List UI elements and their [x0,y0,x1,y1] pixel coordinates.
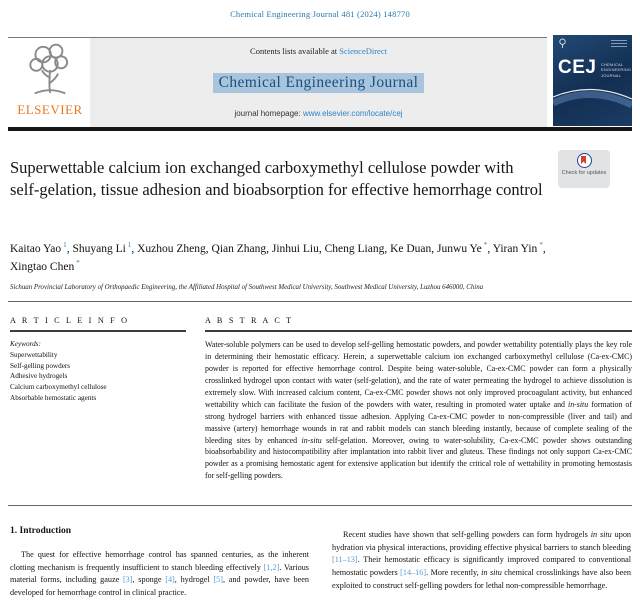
article-title: Superwettable calcium ion exchanged carboxymethyl cellulose powder with self-gelation, tissue adhesion and bioabsorption for effective hemorrhage control [10,158,543,199]
keywords-list [10,350,186,404]
homepage-link[interactable]: www.elsevier.com/locate/cej [302,109,403,118]
cover-journal-abbr: CEJ [558,57,597,78]
update-bookmark-icon [577,153,592,168]
sciencedirect-link[interactable]: ScienceDirect [339,46,387,56]
citation-link[interactable]: [5] [213,575,223,585]
header-bottom-bar [8,127,632,131]
journal-header-box [90,38,547,127]
contents-prefix: Contents lists available at [250,46,340,56]
cover-swoosh-icon [553,35,632,126]
list-item: Superwettability [10,350,58,359]
article-info-rule [10,330,186,332]
contents-line [250,46,387,56]
body-top-rule [8,505,632,506]
citation-link[interactable]: [1,2] [263,562,280,572]
citation-link[interactable]: [3] [122,575,133,585]
affiliation-rule [8,301,632,302]
list-item: Adhesive hydrogels [10,372,68,381]
article-info-section [10,316,186,404]
homepage-line [234,109,402,118]
list-item: ENGINEERING [601,67,632,73]
homepage-prefix: journal homepage: [234,109,303,118]
intro-paragraph-left: The quest for effective hemorrhage control has spanned centuries, as the inherent clotting mechanism is frequently insufficient to stanch bleeding effectively [1,2]. Various material forms, including gauze [3], sponge [4], hydrogel [5], and powder, have been developed for hemorrhage control in clinical practice. [10,550,309,597]
abstract-text: Water-soluble polymers can be used to develop self-gelling hemostatic powders, and powder wettability potentially plays the key role in determining their hemostatic efficacy. Herein, a superwettable calcium ion exchanged carboxymethyl cellulose (Ca-ex-CMC) powder is reported for effective hemorrhage control. Despite being water-soluble, Ca-ex-CMC powder can form a physically crosslinked hydrogel upon contact with water (self-gelation), and the rate of water permeating the hydrogel to achieve dissolution is extremely slow. With increased calcium content, Ca-ex-CMC powder shows not only improved procoagulant activity, but enhanced wettability which can facilitate the fusion of the powders with water, resulting in promoted water uptake and in-situ formation of strong hydrogel barriers with enhanced tissue adhesion. Applying Ca-ex-CMC powder to non-compressible (liver and tail) and massive (artery) hemorrhage wounds in rat and rabbit models can stanch bleeding instantly, because of complete sealing of the bleeding sites by enhanced in-situ self-gelation. Moreover, owing to water-solubility, Ca-ex-CMC powder shows outstanding bioabsorbability and histocompatibility after implantation into rabbit liver and gluteus. These findings not only support Ca-ex-CMC powder as a promising hemostatic agent for extensive application but identify the critical role of wettability in promoting hemostasis for self-gelling powders. [205,340,632,481]
check-for-updates-badge[interactable] [558,150,610,188]
article-info-heading: A R T I C L E I N F O [10,316,130,325]
keywords-label: Keywords: [10,340,41,348]
keywords-block [10,339,186,404]
journal-reference: Chemical Engineering Journal 481 (2024) 148770 [230,9,410,19]
elsevier-wordmark: ELSEVIER [17,102,83,117]
intro-paragraph-right: Recent studies have shown that self-gelling powders can form hydrogels in situ upon hydration via physical interactions, providing effective physical barriers to stanch bleeding [11–13]. Their hemostatic efficacy is significantly improved compared to conventional hemostatic powders [14–16]. More recently, in situ chemical crosslinkings have also been exploited to construct self-gelling powders for lethal non-compressible hemorrhage. [332,530,632,590]
list-item: Self-gelling powders [10,361,71,370]
abstract-rule [205,330,632,332]
journal-cover-thumbnail[interactable] [553,35,632,126]
list-item: JOURNAL [601,72,622,78]
list-item: CHEMICAL [601,62,624,67]
author-list: Kaitao Yao $^1$, Shuyang Li $^1$, Xuzhou Zheng, Qian Zhang, Jinhui Liu, Cheng Liang, Ke Duan, Junwu Ye *, Yiran Yin *, Xingtao Chen * [10,241,546,273]
abstract-section [205,316,632,482]
list-item: Absorbable hemostatic agents [10,393,97,402]
citation-link[interactable]: [4] [165,575,175,585]
citation-link[interactable]: [14–16] [400,567,427,577]
elsevier-logo [10,40,90,128]
citation-link[interactable]: [11–13] [332,555,358,565]
introduction-heading: 1. Introduction [10,526,72,536]
elsevier-tree-icon [24,40,76,100]
affiliation: Sichuan Provincial Laboratory of Orthopaedic Engineering, the Affiliated Hospital of Southwest Medical University, Southwest Medical University, Luzhou 646000, China [10,284,484,291]
abstract-heading: A B S T R A C T [205,316,294,325]
check-updates-label: Check for updates [561,170,607,176]
list-item: Calcium carboxymethyl cellulose [10,383,107,392]
journal-title-highlighted[interactable]: Chemical Engineering Journal [213,73,425,93]
